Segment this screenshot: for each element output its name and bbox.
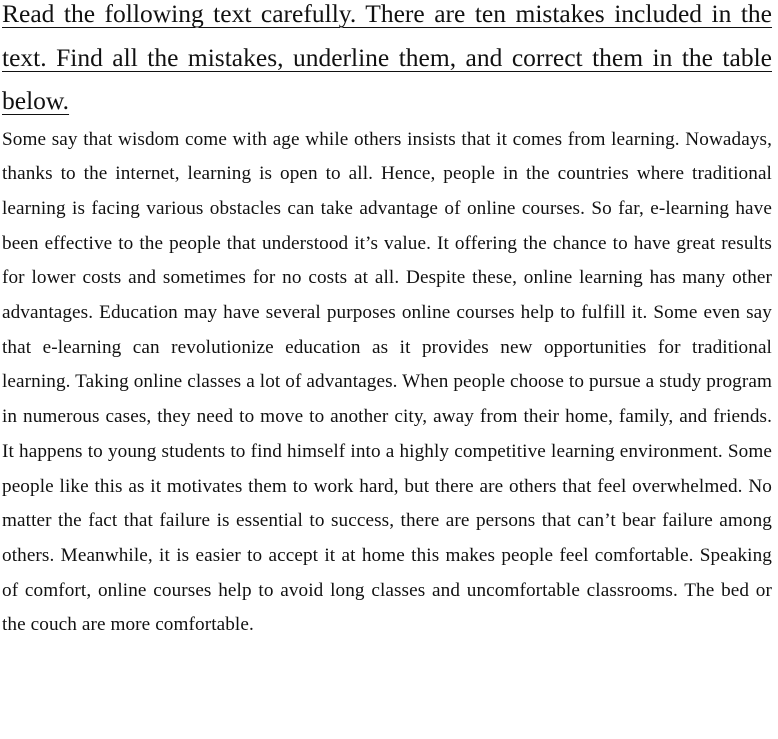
exercise-instruction: Read the following text carefully. There are ten mistakes included in the text. Find all the mistakes, underline them, and correct them in the table below. [2,0,772,115]
exercise-passage: Some say that wisdom come with age while others insists that it comes from learning. Nowadays, thanks to the internet, learning is open to all. Hence, people in the countries where traditional learning is facing various obstacles can take advantage of online courses. So far, e-learning have been effective to the people that understood it’s value. It offering the chance to have great results for lower costs and sometimes for no costs at all. Despite these, online learning has many other advantages. Education may have several purposes online courses help to fulfill it. Some even say that e-learning can revolutionize education as it provides new opportunities for traditional learning. Taking online classes a lot of advantages. When people choose to pursue a study program in numerous cases, they need to move to another city, away from their home, family, and friends. It happens to young students to find himself into a highly competitive learning environment. Some people like this as it motivates them to work hard, but there are others that feel overwhelmed. No matter the fact that failure is essential to success, there are persons that can’t bear failure among others. Meanwhile, it is easier to accept it at home this makes people feel comfortable. Speaking of comfort, online courses help to avoid long classes and uncomfortable classrooms. The bed or the couch are more comfortable. [2,128,772,636]
